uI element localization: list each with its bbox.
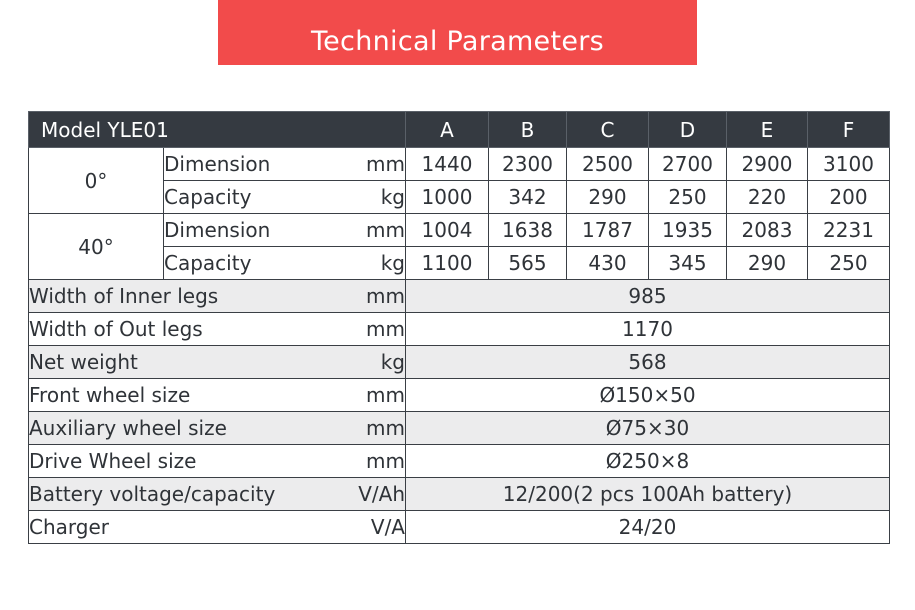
value-cell: 1935 — [649, 214, 727, 247]
value-cell: 342 — [489, 181, 567, 214]
column-header-a: A — [406, 112, 489, 148]
table-row — [29, 445, 890, 478]
unit-cell: mm — [336, 379, 406, 412]
value-cell: 2500 — [567, 148, 649, 181]
value-cell: 1440 — [406, 148, 489, 181]
spec-value: 12/200(2 pcs 100Ah battery) — [406, 478, 890, 511]
unit-cell: kg — [336, 346, 406, 379]
value-cell: 1787 — [567, 214, 649, 247]
table-row — [29, 214, 890, 247]
spec-label: Net weight — [29, 346, 336, 379]
value-cell: 2083 — [727, 214, 808, 247]
spec-value: 985 — [406, 280, 890, 313]
param-label: Dimension — [164, 214, 336, 247]
model-header: Model YLE01 — [29, 112, 406, 148]
unit-cell: kg — [336, 181, 406, 214]
column-header-c: C — [567, 112, 649, 148]
unit-cell: mm — [336, 445, 406, 478]
value-cell: 2231 — [808, 214, 890, 247]
unit-cell: mm — [336, 280, 406, 313]
value-cell: 290 — [567, 181, 649, 214]
value-cell: 3100 — [808, 148, 890, 181]
unit-cell: mm — [336, 412, 406, 445]
value-cell: 290 — [727, 247, 808, 280]
unit-cell: mm — [336, 148, 406, 181]
table-row — [29, 280, 890, 313]
spec-value: 1170 — [406, 313, 890, 346]
title-banner — [218, 0, 697, 65]
table-row — [29, 511, 890, 544]
page-title: Technical Parameters — [310, 26, 605, 57]
spec-label: Auxiliary wheel size — [29, 412, 336, 445]
param-label: Capacity — [164, 247, 336, 280]
unit-cell: mm — [336, 214, 406, 247]
value-cell: 2300 — [489, 148, 567, 181]
value-cell: 2900 — [727, 148, 808, 181]
table-header-row — [29, 112, 890, 148]
value-cell: 1100 — [406, 247, 489, 280]
value-cell: 250 — [808, 247, 890, 280]
spec-value: Ø250×8 — [406, 445, 890, 478]
column-header-b: B — [489, 112, 567, 148]
unit-cell: V/A — [336, 511, 406, 544]
param-label: Dimension — [164, 148, 336, 181]
table-row — [29, 148, 890, 181]
table-row — [29, 313, 890, 346]
column-header-d: D — [649, 112, 727, 148]
value-cell: 250 — [649, 181, 727, 214]
spec-label: Drive Wheel size — [29, 445, 336, 478]
table-row — [29, 412, 890, 445]
angle-cell: 0° — [29, 148, 164, 214]
value-cell: 1638 — [489, 214, 567, 247]
spec-value: Ø150×50 — [406, 379, 890, 412]
value-cell: 565 — [489, 247, 567, 280]
spec-label: Battery voltage/capacity — [29, 478, 336, 511]
table-row — [29, 346, 890, 379]
value-cell: 430 — [567, 247, 649, 280]
spec-value: 24/20 — [406, 511, 890, 544]
spec-label: Width of Out legs — [29, 313, 336, 346]
value-cell: 1000 — [406, 181, 489, 214]
table-row — [29, 379, 890, 412]
table-row — [29, 478, 890, 511]
spec-label: Charger — [29, 511, 336, 544]
spec-value: 568 — [406, 346, 890, 379]
value-cell: 2700 — [649, 148, 727, 181]
value-cell: 200 — [808, 181, 890, 214]
unit-cell: kg — [336, 247, 406, 280]
technical-parameters-table — [28, 111, 890, 544]
value-cell: 220 — [727, 181, 808, 214]
value-cell: 345 — [649, 247, 727, 280]
angle-cell: 40° — [29, 214, 164, 280]
unit-cell: mm — [336, 313, 406, 346]
column-header-f: F — [808, 112, 890, 148]
spec-label: Front wheel size — [29, 379, 336, 412]
param-label: Capacity — [164, 181, 336, 214]
unit-cell: V/Ah — [336, 478, 406, 511]
column-header-e: E — [727, 112, 808, 148]
value-cell: 1004 — [406, 214, 489, 247]
spec-value: Ø75×30 — [406, 412, 890, 445]
spec-label: Width of Inner legs — [29, 280, 336, 313]
